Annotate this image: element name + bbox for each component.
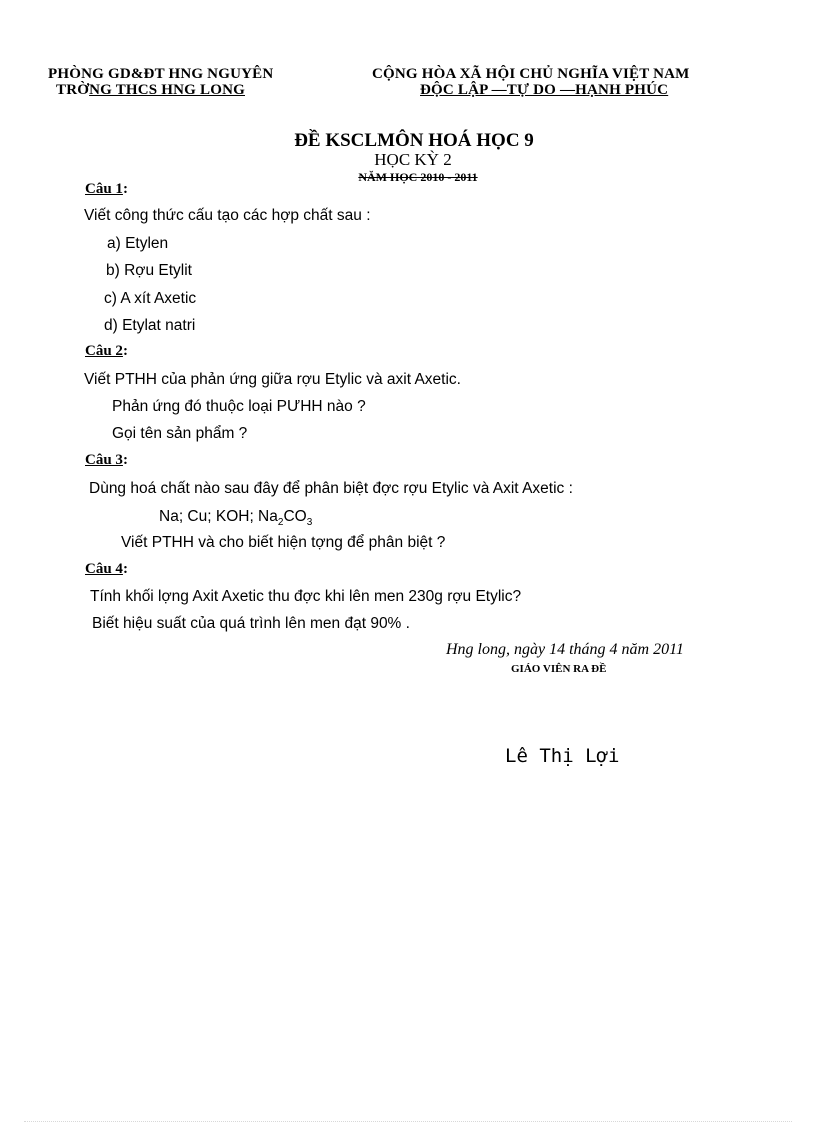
question-2-label: Câu 2 xyxy=(85,343,123,359)
question-1-item-b: b) Rợu Etylit xyxy=(106,262,192,279)
semester-label: HỌC KỲ 2 xyxy=(374,150,452,169)
question-4-line-2: Biết hiệu suất của quá trình lên men đạt 90% . xyxy=(92,615,410,632)
question-4-line-1: Tính khối lợng Axit Axetic thu đợc khi lên men 230g rợu Etylic? xyxy=(90,588,522,605)
question-3-colon: : xyxy=(122,452,128,468)
page-title: ĐỀ KSCLMÔN HOÁ HỌC 9 xyxy=(294,130,534,151)
question-2-heading xyxy=(85,343,128,360)
national-title: CỘNG HÒA XÃ HỘI CHỦ NGHĨA VIỆT NAM xyxy=(372,66,690,82)
question-4-colon: : xyxy=(122,561,128,577)
school-year: NĂM HỌC 2010 - 2011 xyxy=(358,170,478,184)
question-3-line-2: Viết PTHH và cho biết hiện tợng để phân biệt ? xyxy=(121,534,446,551)
question-2-line-1: Viết PTHH của phản ứng giữa rợu Etylic và axit Axetic. xyxy=(84,371,461,388)
chem-sub-2: 3 xyxy=(306,517,313,529)
question-3-chemicals xyxy=(159,508,312,528)
page-bottom-border xyxy=(24,1121,792,1122)
chem-prefix: Na; Cu; KOH; Na xyxy=(159,508,278,525)
question-2-colon: : xyxy=(122,343,128,359)
question-1-prompt: Viết công thức cấu tạo các hợp chất sau : xyxy=(84,207,371,224)
question-4-heading xyxy=(85,561,128,578)
teacher-signature: Lê Thị Lợi xyxy=(505,745,620,767)
date-line: Hng long, ngày 14 tháng 4 năm 2011 xyxy=(446,641,684,658)
question-3-line-1: Dùng hoá chất nào sau đây để phân biệt đợc rợu Etylic và Axit Axetic : xyxy=(89,480,573,497)
chem-sub-1: 2 xyxy=(277,517,284,529)
school-name-prefix: TRỜ xyxy=(56,82,90,98)
question-1-item-a: a) Etylen xyxy=(107,235,169,252)
question-2-line-3: Gọi tên sản phẩm ? xyxy=(112,425,248,442)
school-office-line: PHÒNG GD&ĐT HNG NGUYÊN xyxy=(48,66,274,82)
chem-mid: CO xyxy=(283,508,307,525)
question-3-heading xyxy=(85,452,128,469)
national-motto: ĐỘC LẬP —TỰ DO —HẠNH PHÚC xyxy=(420,82,669,98)
question-3-label: Câu 3 xyxy=(85,452,123,468)
question-1-label: Câu 1 xyxy=(85,181,123,197)
question-1-item-c: c) A xít Axetic xyxy=(104,290,197,307)
question-1-colon: : xyxy=(122,181,128,197)
question-1-heading xyxy=(85,181,128,198)
question-4-label: Câu 4 xyxy=(85,561,123,577)
school-name-rest: NG THCS HNG LONG xyxy=(89,82,245,98)
question-2-line-2: Phản ứng đó thuộc loại PƯHH nào ? xyxy=(112,398,366,415)
teacher-role: GIÁO VIÊN RA ĐỀ xyxy=(511,663,607,675)
question-1-item-d: d) Etylat natri xyxy=(104,317,196,334)
school-name-line xyxy=(56,82,245,99)
